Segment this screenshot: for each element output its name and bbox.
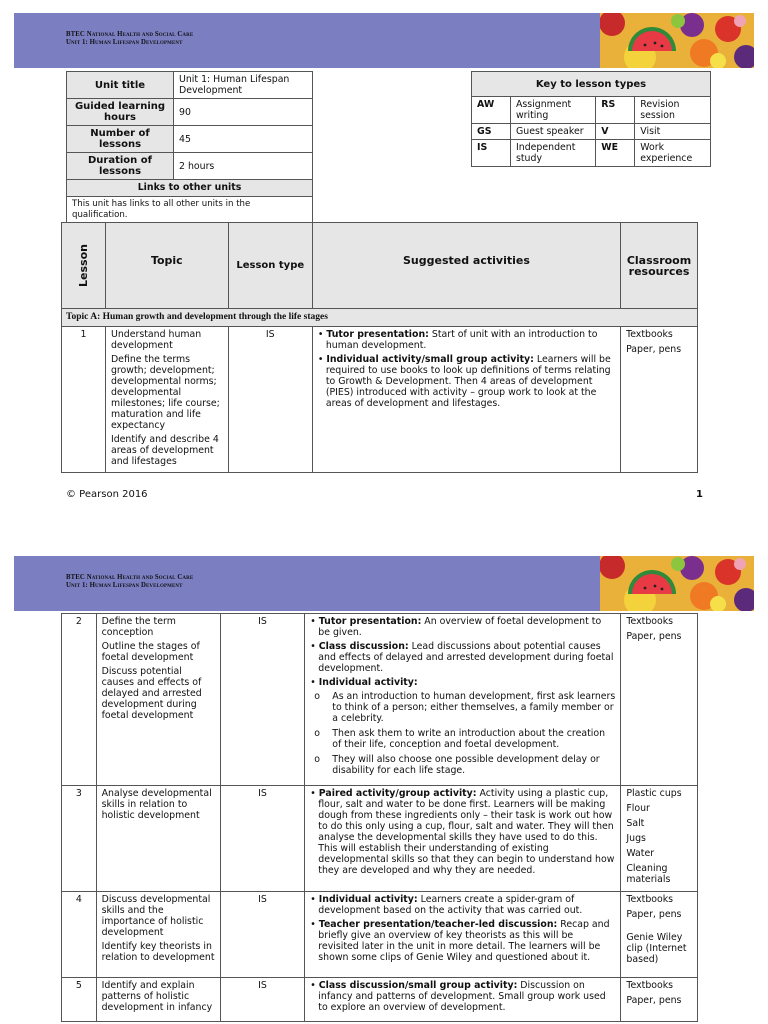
links-text-row [67, 197, 313, 224]
duration-value: 2 hours [174, 153, 313, 180]
key-label: Work experience [635, 140, 711, 167]
lesson-number: 3 [62, 786, 97, 892]
key-code: IS [472, 140, 511, 167]
resource-item: Cleaning materials [626, 863, 671, 885]
banner-title [66, 31, 193, 47]
topic-item: Analyse developmental skills in relation to holistic development [101, 788, 212, 821]
links-text: This unit has links to all other units in the qualification. [67, 197, 313, 224]
table-row [62, 786, 698, 892]
lesson-activities [312, 327, 620, 473]
key-code: V [596, 124, 635, 140]
topic-item: Discuss developmental skills and the importance of holistic development [101, 894, 211, 938]
topic-item: Define the terms growth; development; developmental norms; developmental milestones; life course; maturation and life expectancy [110, 354, 220, 431]
lesson-number: 5 [62, 978, 97, 1022]
lesson-plan-table [61, 613, 698, 1022]
unit-info-row [67, 126, 313, 153]
unit-title-label: Unit title [67, 72, 174, 99]
lesson-topic [105, 327, 228, 473]
unit-info-row [67, 99, 313, 126]
key-label: Visit [635, 124, 711, 140]
banner-line-2: Unit 1: Human Lifespan Development [66, 39, 183, 46]
key-row [472, 124, 711, 140]
banner-line-2: Unit 1: Human Lifespan Development [66, 582, 183, 589]
activity-item: • Tutor presentation: Start of unit with an introduction to human development. [317, 329, 598, 351]
number-lessons-label: Number of lessons [67, 126, 174, 153]
activity-item: • Individual activity: Learners create a spider-gram of development based on the activity that was carried out. [310, 894, 583, 916]
lesson-resources [621, 327, 698, 473]
key-label: Assignment writing [511, 97, 596, 124]
table-row [62, 614, 698, 786]
key-label: Guest speaker [511, 124, 596, 140]
page-number: 1 [696, 489, 703, 500]
resource-item: Salt [626, 818, 645, 829]
lesson-plan-table [61, 222, 698, 473]
lesson-activities [305, 892, 621, 978]
guided-hours-label: Guided learning hours [67, 99, 174, 126]
fruit-banner-image [600, 13, 754, 68]
table-row [62, 327, 698, 473]
table-header-row [62, 223, 698, 309]
activity-subitem: o As an introduction to human development, first ask learners to think of a person; either themselves, a family member or a celebrity. [314, 691, 616, 724]
resource-item: Plastic cups [626, 788, 682, 799]
resource-item: Paper, pens [626, 344, 682, 355]
lesson-resources [621, 614, 698, 786]
key-row [472, 97, 711, 124]
activity-item: • Teacher presentation/teacher-led discussion: Recap and briefly give an overview of key theorists as this will be revisited later in the unit in more detail. The learners will be shown some clips of Genie Wiley and questioned about it. [310, 919, 610, 963]
lesson-type: IS [228, 327, 312, 473]
resource-item: Textbooks [626, 894, 674, 905]
lesson-number: 4 [62, 892, 97, 978]
lesson-topic [96, 614, 220, 786]
col-lesson-type: Lesson type [228, 223, 312, 309]
topic-item: Discuss potential causes and effects of delayed and arrested development during foetal development [101, 666, 202, 721]
links-heading-row [67, 180, 313, 197]
resource-item: Paper, pens [626, 631, 682, 642]
lesson-number: 1 [62, 327, 106, 473]
activity-item: • Class discussion/small group activity: Discussion on infancy and patterns of development. Small group work used to explore an overview of development. [310, 980, 606, 1013]
topic-item: Outline the stages of foetal development [101, 641, 200, 663]
key-code: RS [596, 97, 635, 124]
topic-item: Identify and explain patterns of holistic development in infancy [101, 980, 213, 1013]
col-lesson [62, 223, 106, 309]
lesson-resources [621, 892, 698, 978]
topic-a-title: Topic A: Human growth and development through the life stages [62, 309, 698, 327]
topic-item: Identify and describe 4 areas of development and lifestages [110, 434, 219, 467]
lesson-topic [96, 892, 220, 978]
guided-hours-value: 90 [174, 99, 313, 126]
activity-subitem: o Then ask them to write an introduction about the creation of their life, conception and foetal development. [314, 728, 606, 750]
lesson-resources [621, 786, 698, 892]
lesson-resources [621, 978, 698, 1022]
unit-info-row [67, 72, 313, 99]
fruit-banner-image [600, 556, 754, 611]
resource-item: Textbooks [626, 616, 674, 627]
col-resources: Classroom resources [621, 223, 698, 309]
banner-title [66, 574, 193, 590]
number-lessons-value: 45 [174, 126, 313, 153]
key-code: WE [596, 140, 635, 167]
lesson-activities [305, 614, 621, 786]
unit-info-table [66, 71, 313, 224]
table-row [62, 892, 698, 978]
lesson-activities [305, 978, 621, 1022]
key-code: GS [472, 124, 511, 140]
resource-item: Genie Wiley clip (Internet based) [626, 932, 687, 965]
page-banner [14, 556, 754, 611]
duration-label: Duration of lessons [67, 153, 174, 180]
links-heading: Links to other units [67, 180, 313, 197]
lesson-type: IS [220, 978, 305, 1022]
lesson-type: IS [220, 786, 305, 892]
banner-line-1: BTEC National Health and Social Care [66, 31, 194, 38]
page-banner [14, 13, 754, 68]
key-title: Key to lesson types [472, 72, 711, 97]
unit-title-value: Unit 1: Human Lifespan Development [174, 72, 313, 99]
lesson-topic [96, 978, 220, 1022]
table-row [62, 978, 698, 1022]
activity-subitem: o They will also choose one possible development delay or disability for each life stage. [314, 754, 600, 776]
lesson-type: IS [220, 614, 305, 786]
activity-item: • Tutor presentation: An overview of foetal development to be given. [310, 616, 602, 638]
unit-info-row [67, 153, 313, 180]
topic-item: Understand human development [110, 329, 202, 351]
activity-item: • Paired activity/group activity: Activity using a plastic cup, flour, salt and water to be done first. Learners will be making dough from these ingredients only – their task is work out how to do this only using a cup, flour, salt and water. They will then analyse the developmental skills they have used to do this. This will establish their understanding of existing developmental skills so that they can begin to understand how they are developed and why they are needed. [310, 788, 615, 876]
key-code: AW [472, 97, 511, 124]
key-row [472, 140, 711, 167]
lesson-topic [96, 786, 220, 892]
resource-item: Textbooks [626, 980, 674, 991]
col-activities: Suggested activities [312, 223, 620, 309]
copyright: © Pearson 2016 [66, 489, 148, 500]
resource-item: Textbooks [626, 329, 673, 340]
lesson-type: IS [220, 892, 305, 978]
topic-item: Define the term conception [101, 616, 176, 638]
activity-item: • Individual activity: [310, 677, 418, 688]
resource-item: Flour [626, 803, 650, 814]
key-title-row [472, 72, 711, 97]
key-label: Independent study [511, 140, 596, 167]
lesson-number: 2 [62, 614, 97, 786]
col-lesson-label: Lesson [76, 244, 90, 287]
resource-item: Water [626, 848, 655, 859]
lesson-type-key [471, 71, 711, 167]
resource-item: Paper, pens [626, 995, 682, 1006]
resource-item: Paper, pens [626, 909, 682, 920]
col-topic: Topic [105, 223, 228, 309]
banner-line-1: BTEC National Health and Social Care [66, 574, 194, 581]
topic-row [62, 309, 698, 327]
resource-item: Jugs [626, 833, 646, 844]
topic-item: Identify key theorists in relation to development [101, 941, 215, 963]
lesson-activities [305, 786, 621, 892]
key-label: Revision session [635, 97, 711, 124]
activity-item: • Individual activity/small group activity: Learners will be required to use books to look up definitions of terms relating to Growth & Development. Then 4 areas of development (PIES) introduced with activity – group work to look at the areas of development and lifestages. [317, 354, 611, 409]
activity-item: • Class discussion: Lead discussions about potential causes and effects of delayed and arrested development during foetal development. [310, 641, 614, 674]
